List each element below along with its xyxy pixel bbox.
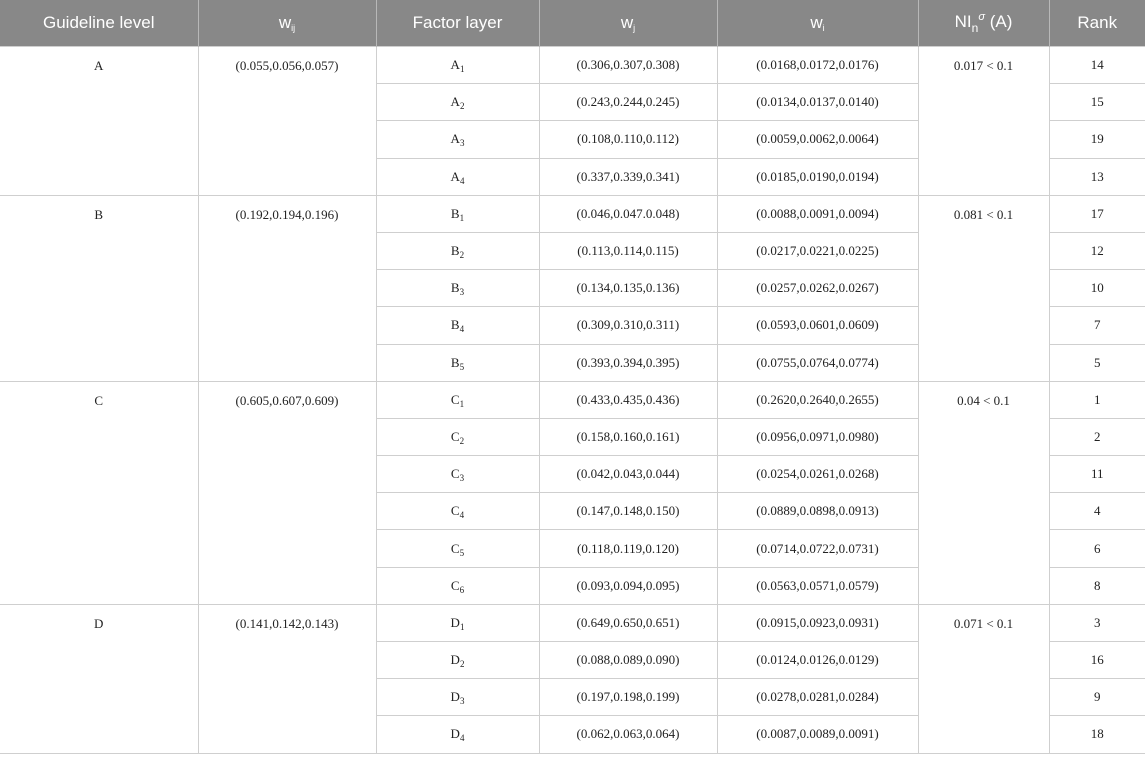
wj-cell: (0.118,0.119,0.120) bbox=[539, 530, 717, 567]
rank-cell: 2 bbox=[1049, 418, 1145, 455]
wij-cell: (0.141,0.142,0.143) bbox=[198, 604, 376, 753]
wj-cell: (0.088,0.089,0.090) bbox=[539, 642, 717, 679]
rank-cell: 17 bbox=[1049, 195, 1145, 232]
wi-cell: (0.0124,0.0126,0.0129) bbox=[717, 642, 918, 679]
wi-cell: (0.2620,0.2640,0.2655) bbox=[717, 381, 918, 418]
wi-cell: (0.0278,0.0281,0.0284) bbox=[717, 679, 918, 716]
factor-cell bbox=[376, 195, 539, 232]
factor-letter: A bbox=[450, 131, 460, 147]
factor-subscript: 1 bbox=[459, 64, 465, 75]
guideline-level-cell: A bbox=[0, 47, 198, 196]
table-header bbox=[0, 0, 1145, 47]
table-row bbox=[0, 195, 1145, 232]
header-wi bbox=[717, 0, 918, 47]
factor-letter: B bbox=[450, 317, 460, 333]
wi-cell: (0.0134,0.0137,0.0140) bbox=[717, 84, 918, 121]
header-factor-layer: Factor layer bbox=[376, 0, 539, 47]
wi-cell: (0.0915,0.0923,0.0931) bbox=[717, 604, 918, 641]
rank-cell: 19 bbox=[1049, 121, 1145, 158]
factor-subscript: 1 bbox=[459, 398, 465, 409]
wj-cell: (0.197,0.198,0.199) bbox=[539, 679, 717, 716]
rank-cell: 6 bbox=[1049, 530, 1145, 567]
factor-cell bbox=[376, 158, 539, 195]
wj-cell: (0.046,0.047.0.048) bbox=[539, 195, 717, 232]
factor-subscript: 2 bbox=[459, 435, 465, 446]
factor-cell bbox=[376, 47, 539, 84]
wj-cell: (0.062,0.063,0.064) bbox=[539, 716, 717, 753]
factor-letter: B bbox=[450, 243, 460, 259]
header-ni-arg: (A) bbox=[989, 12, 1013, 31]
rank-cell: 15 bbox=[1049, 84, 1145, 121]
factor-letter: A bbox=[450, 94, 460, 110]
header-wij-base: w bbox=[278, 13, 292, 32]
rank-cell: 3 bbox=[1049, 604, 1145, 641]
wj-cell: (0.243,0.244,0.245) bbox=[539, 84, 717, 121]
header-ni-sub: n bbox=[971, 21, 979, 35]
wi-cell: (0.0254,0.0261,0.0268) bbox=[717, 456, 918, 493]
factor-subscript: 4 bbox=[459, 510, 465, 521]
factor-letter: C bbox=[450, 428, 460, 444]
factor-subscript: 6 bbox=[459, 584, 465, 595]
factor-subscript: 5 bbox=[459, 361, 465, 372]
wi-cell: (0.0168,0.0172,0.0176) bbox=[717, 47, 918, 84]
guideline-level-cell: D bbox=[0, 604, 198, 753]
factor-subscript: 5 bbox=[459, 547, 465, 558]
factor-cell bbox=[376, 232, 539, 269]
factor-cell bbox=[376, 381, 539, 418]
table-row bbox=[0, 604, 1145, 641]
wj-cell: (0.147,0.148,0.150) bbox=[539, 493, 717, 530]
factor-cell bbox=[376, 642, 539, 679]
rank-cell: 12 bbox=[1049, 232, 1145, 269]
wij-cell: (0.605,0.607,0.609) bbox=[198, 381, 376, 604]
wj-cell: (0.306,0.307,0.308) bbox=[539, 47, 717, 84]
wj-cell: (0.042,0.043,0.044) bbox=[539, 456, 717, 493]
wi-cell: (0.0088,0.0091,0.0094) bbox=[717, 195, 918, 232]
factor-cell bbox=[376, 604, 539, 641]
rank-cell: 16 bbox=[1049, 642, 1145, 679]
factor-subscript: 4 bbox=[459, 175, 465, 186]
wi-cell: (0.0087,0.0089,0.0091) bbox=[717, 716, 918, 753]
factor-letter: C bbox=[450, 466, 460, 482]
factor-cell bbox=[376, 567, 539, 604]
factor-subscript: 3 bbox=[459, 473, 465, 484]
wi-cell: (0.0889,0.0898,0.0913) bbox=[717, 493, 918, 530]
rank-cell: 13 bbox=[1049, 158, 1145, 195]
wj-cell: (0.309,0.310,0.311) bbox=[539, 307, 717, 344]
factor-subscript: 3 bbox=[459, 138, 465, 149]
header-row bbox=[0, 0, 1145, 47]
wj-cell: (0.113,0.114,0.115) bbox=[539, 232, 717, 269]
ni-cell: 0.04 < 0.1 bbox=[918, 381, 1049, 604]
factor-letter: D bbox=[450, 652, 460, 668]
wi-cell: (0.0217,0.0221,0.0225) bbox=[717, 232, 918, 269]
factor-letter: D bbox=[450, 689, 460, 705]
table-row bbox=[0, 381, 1145, 418]
factor-letter: B bbox=[450, 205, 460, 221]
factor-subscript: 3 bbox=[459, 696, 465, 707]
rank-cell: 8 bbox=[1049, 567, 1145, 604]
factor-cell bbox=[376, 418, 539, 455]
rank-cell: 1 bbox=[1049, 381, 1145, 418]
factor-subscript: 2 bbox=[459, 659, 465, 670]
header-wj-sub: j bbox=[633, 23, 636, 33]
factor-subscript: 1 bbox=[459, 621, 465, 632]
wj-cell: (0.649,0.650,0.651) bbox=[539, 604, 717, 641]
rank-cell: 5 bbox=[1049, 344, 1145, 381]
wj-cell: (0.158,0.160,0.161) bbox=[539, 418, 717, 455]
header-ni-sup: σ bbox=[978, 11, 985, 23]
factor-subscript: 2 bbox=[459, 250, 465, 261]
header-rank: Rank bbox=[1049, 0, 1145, 47]
factor-letter: C bbox=[450, 391, 460, 407]
wj-cell: (0.393,0.394,0.395) bbox=[539, 344, 717, 381]
factor-cell bbox=[376, 344, 539, 381]
factor-letter: A bbox=[450, 168, 460, 184]
guideline-level-cell: C bbox=[0, 381, 198, 604]
wi-cell: (0.0593,0.0601,0.0609) bbox=[717, 307, 918, 344]
factor-letter: D bbox=[450, 726, 460, 742]
factor-letter: D bbox=[450, 614, 460, 630]
wj-cell: (0.093,0.094,0.095) bbox=[539, 567, 717, 604]
rank-cell: 18 bbox=[1049, 716, 1145, 753]
header-wij bbox=[198, 0, 376, 47]
wi-cell: (0.0563,0.0571,0.0579) bbox=[717, 567, 918, 604]
factor-letter: A bbox=[450, 57, 460, 73]
factor-subscript: 4 bbox=[459, 324, 465, 335]
factor-letter: B bbox=[450, 280, 460, 296]
factor-subscript: 1 bbox=[459, 212, 465, 223]
factor-subscript: 2 bbox=[459, 101, 465, 112]
header-wj bbox=[539, 0, 717, 47]
wj-cell: (0.134,0.135,0.136) bbox=[539, 270, 717, 307]
wij-cell: (0.192,0.194,0.196) bbox=[198, 195, 376, 381]
wj-cell: (0.108,0.110,0.112) bbox=[539, 121, 717, 158]
rank-cell: 9 bbox=[1049, 679, 1145, 716]
header-ni bbox=[918, 0, 1049, 47]
factor-cell bbox=[376, 307, 539, 344]
factor-cell bbox=[376, 456, 539, 493]
table-row bbox=[0, 47, 1145, 84]
wi-cell: (0.0956,0.0971,0.0980) bbox=[717, 418, 918, 455]
wi-cell: (0.0714,0.0722,0.0731) bbox=[717, 530, 918, 567]
wi-cell: (0.0755,0.0764,0.0774) bbox=[717, 344, 918, 381]
guideline-level-cell: B bbox=[0, 195, 198, 381]
factor-letter: C bbox=[450, 540, 460, 556]
factor-subscript: 4 bbox=[459, 733, 465, 744]
factor-cell bbox=[376, 493, 539, 530]
rank-cell: 14 bbox=[1049, 47, 1145, 84]
header-ni-base: NI bbox=[954, 12, 972, 31]
ni-cell: 0.071 < 0.1 bbox=[918, 604, 1049, 753]
wij-cell: (0.055,0.056,0.057) bbox=[198, 47, 376, 196]
factor-cell bbox=[376, 530, 539, 567]
factor-letter: C bbox=[450, 577, 460, 593]
wi-cell: (0.0257,0.0262,0.0267) bbox=[717, 270, 918, 307]
ni-cell: 0.081 < 0.1 bbox=[918, 195, 1049, 381]
rank-cell: 11 bbox=[1049, 456, 1145, 493]
wi-cell: (0.0059,0.0062,0.0064) bbox=[717, 121, 918, 158]
factor-letter: B bbox=[450, 354, 460, 370]
header-guideline-level: Guideline level bbox=[0, 0, 198, 47]
factor-letter: C bbox=[450, 503, 460, 519]
wj-cell: (0.337,0.339,0.341) bbox=[539, 158, 717, 195]
factor-subscript: 3 bbox=[459, 287, 465, 298]
wi-cell: (0.0185,0.0190,0.0194) bbox=[717, 158, 918, 195]
rank-cell: 10 bbox=[1049, 270, 1145, 307]
header-wi-base: w bbox=[810, 13, 823, 32]
factor-cell bbox=[376, 84, 539, 121]
header-wij-sub: ij bbox=[291, 23, 296, 33]
header-wj-base: w bbox=[620, 13, 634, 32]
ni-cell: 0.017 < 0.1 bbox=[918, 47, 1049, 196]
header-wi-sub: i bbox=[822, 23, 825, 33]
factor-cell bbox=[376, 121, 539, 158]
table-body bbox=[0, 47, 1145, 754]
wj-cell: (0.433,0.435,0.436) bbox=[539, 381, 717, 418]
factor-cell bbox=[376, 270, 539, 307]
factor-cell bbox=[376, 679, 539, 716]
factor-cell bbox=[376, 716, 539, 753]
rank-cell: 7 bbox=[1049, 307, 1145, 344]
rank-cell: 4 bbox=[1049, 493, 1145, 530]
